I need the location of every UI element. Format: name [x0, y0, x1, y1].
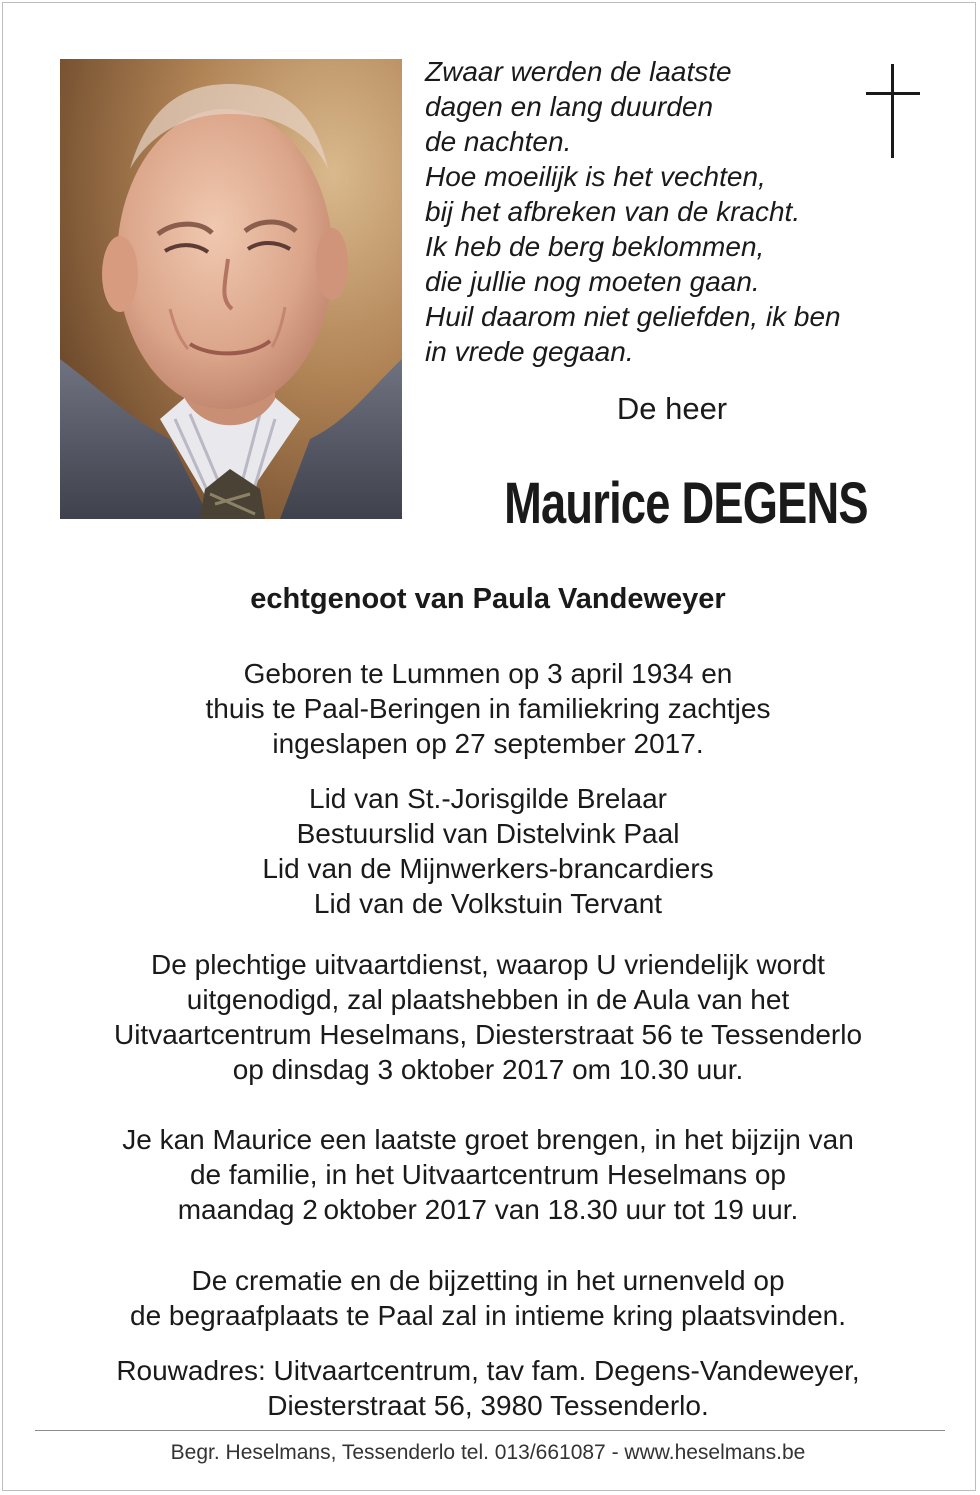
poem [425, 54, 865, 369]
service-block [0, 947, 976, 1087]
memberships-block [0, 781, 976, 921]
membership-line: Bestuurslid van Distelvink Paal [296, 818, 680, 849]
farewell-line: Je kan Maurice een laatste groet brengen, in het bijzijn van [122, 1124, 854, 1155]
farewell-line: maandag 2 oktober 2017 van 18.30 uur tot 19 uur. [177, 1194, 799, 1225]
membership-line: Lid van de Mijnwerkers-brancardiers [262, 853, 714, 884]
birth-death-line: ingeslapen op 27 september 2017. [272, 728, 704, 759]
poem-line: de nachten. [425, 126, 572, 157]
honorific: De heer [616, 391, 728, 426]
birth-death-line: Geboren te Lummen op 3 april 1934 en [243, 658, 733, 689]
cremation-block [0, 1263, 976, 1333]
poem-line: Huil daarom niet geliefden, ik ben [425, 301, 841, 332]
birth-death-block [0, 656, 976, 761]
cremation-line: De crematie en de bijzetting in het urnenveld op [191, 1265, 785, 1296]
service-line: De plechtige uitvaartdienst, waarop U vriendelijk wordt [151, 949, 825, 980]
cross-icon [866, 64, 920, 158]
poem-line: in vrede gegaan. [425, 336, 634, 367]
service-line: uitgenodigd, zal plaatshebben in de Aula van het [186, 984, 790, 1015]
cremation-line: de begraafplaats te Paal zal in intieme kring plaatsvinden. [130, 1300, 846, 1331]
poem-line: Hoe moeilijk is het vechten, [425, 161, 766, 192]
address-line: Diesterstraat 56, 3980 Tessenderlo. [267, 1390, 709, 1421]
address-line: Rouwadres: Uitvaartcentrum, tav fam. Degens-Vandeweyer, [116, 1355, 860, 1386]
spouse-line: echtgenoot van Paula Vandeweyer [250, 583, 726, 615]
poem-line: dagen en lang duurden [425, 91, 714, 122]
poem-line: bij het afbreken van de kracht. [425, 196, 801, 227]
membership-line: Lid van St.-Jorisgilde Brelaar [309, 783, 667, 814]
poem-line: Ik heb de berg beklommen, [425, 231, 765, 262]
portrait-photo [60, 59, 402, 519]
deceased-name: Maurice DEGENS [504, 471, 868, 536]
farewell-line: de familie, in het Uitvaartcentrum Heselmans op [189, 1159, 787, 1190]
membership-line: Lid van de Volkstuin Tervant [313, 888, 663, 919]
birth-death-line: thuis te Paal-Beringen in familiekring zachtjes [205, 693, 771, 724]
footer-divider [35, 1430, 945, 1431]
poem-line: Zwaar werden de laatste [425, 56, 732, 87]
service-line: op dinsdag 3 oktober 2017 om 10.30 uur. [232, 1054, 744, 1085]
service-line: Uitvaartcentrum Heselmans, Diesterstraat 56 te Tessenderlo [113, 1019, 863, 1050]
funeral-home-footer: Begr. Heselmans, Tessenderlo tel. 013/661087 - www.heselmans.be [170, 1441, 806, 1464]
poem-line: die jullie nog moeten gaan. [425, 266, 760, 297]
farewell-block [0, 1122, 976, 1227]
address-block [0, 1353, 976, 1423]
